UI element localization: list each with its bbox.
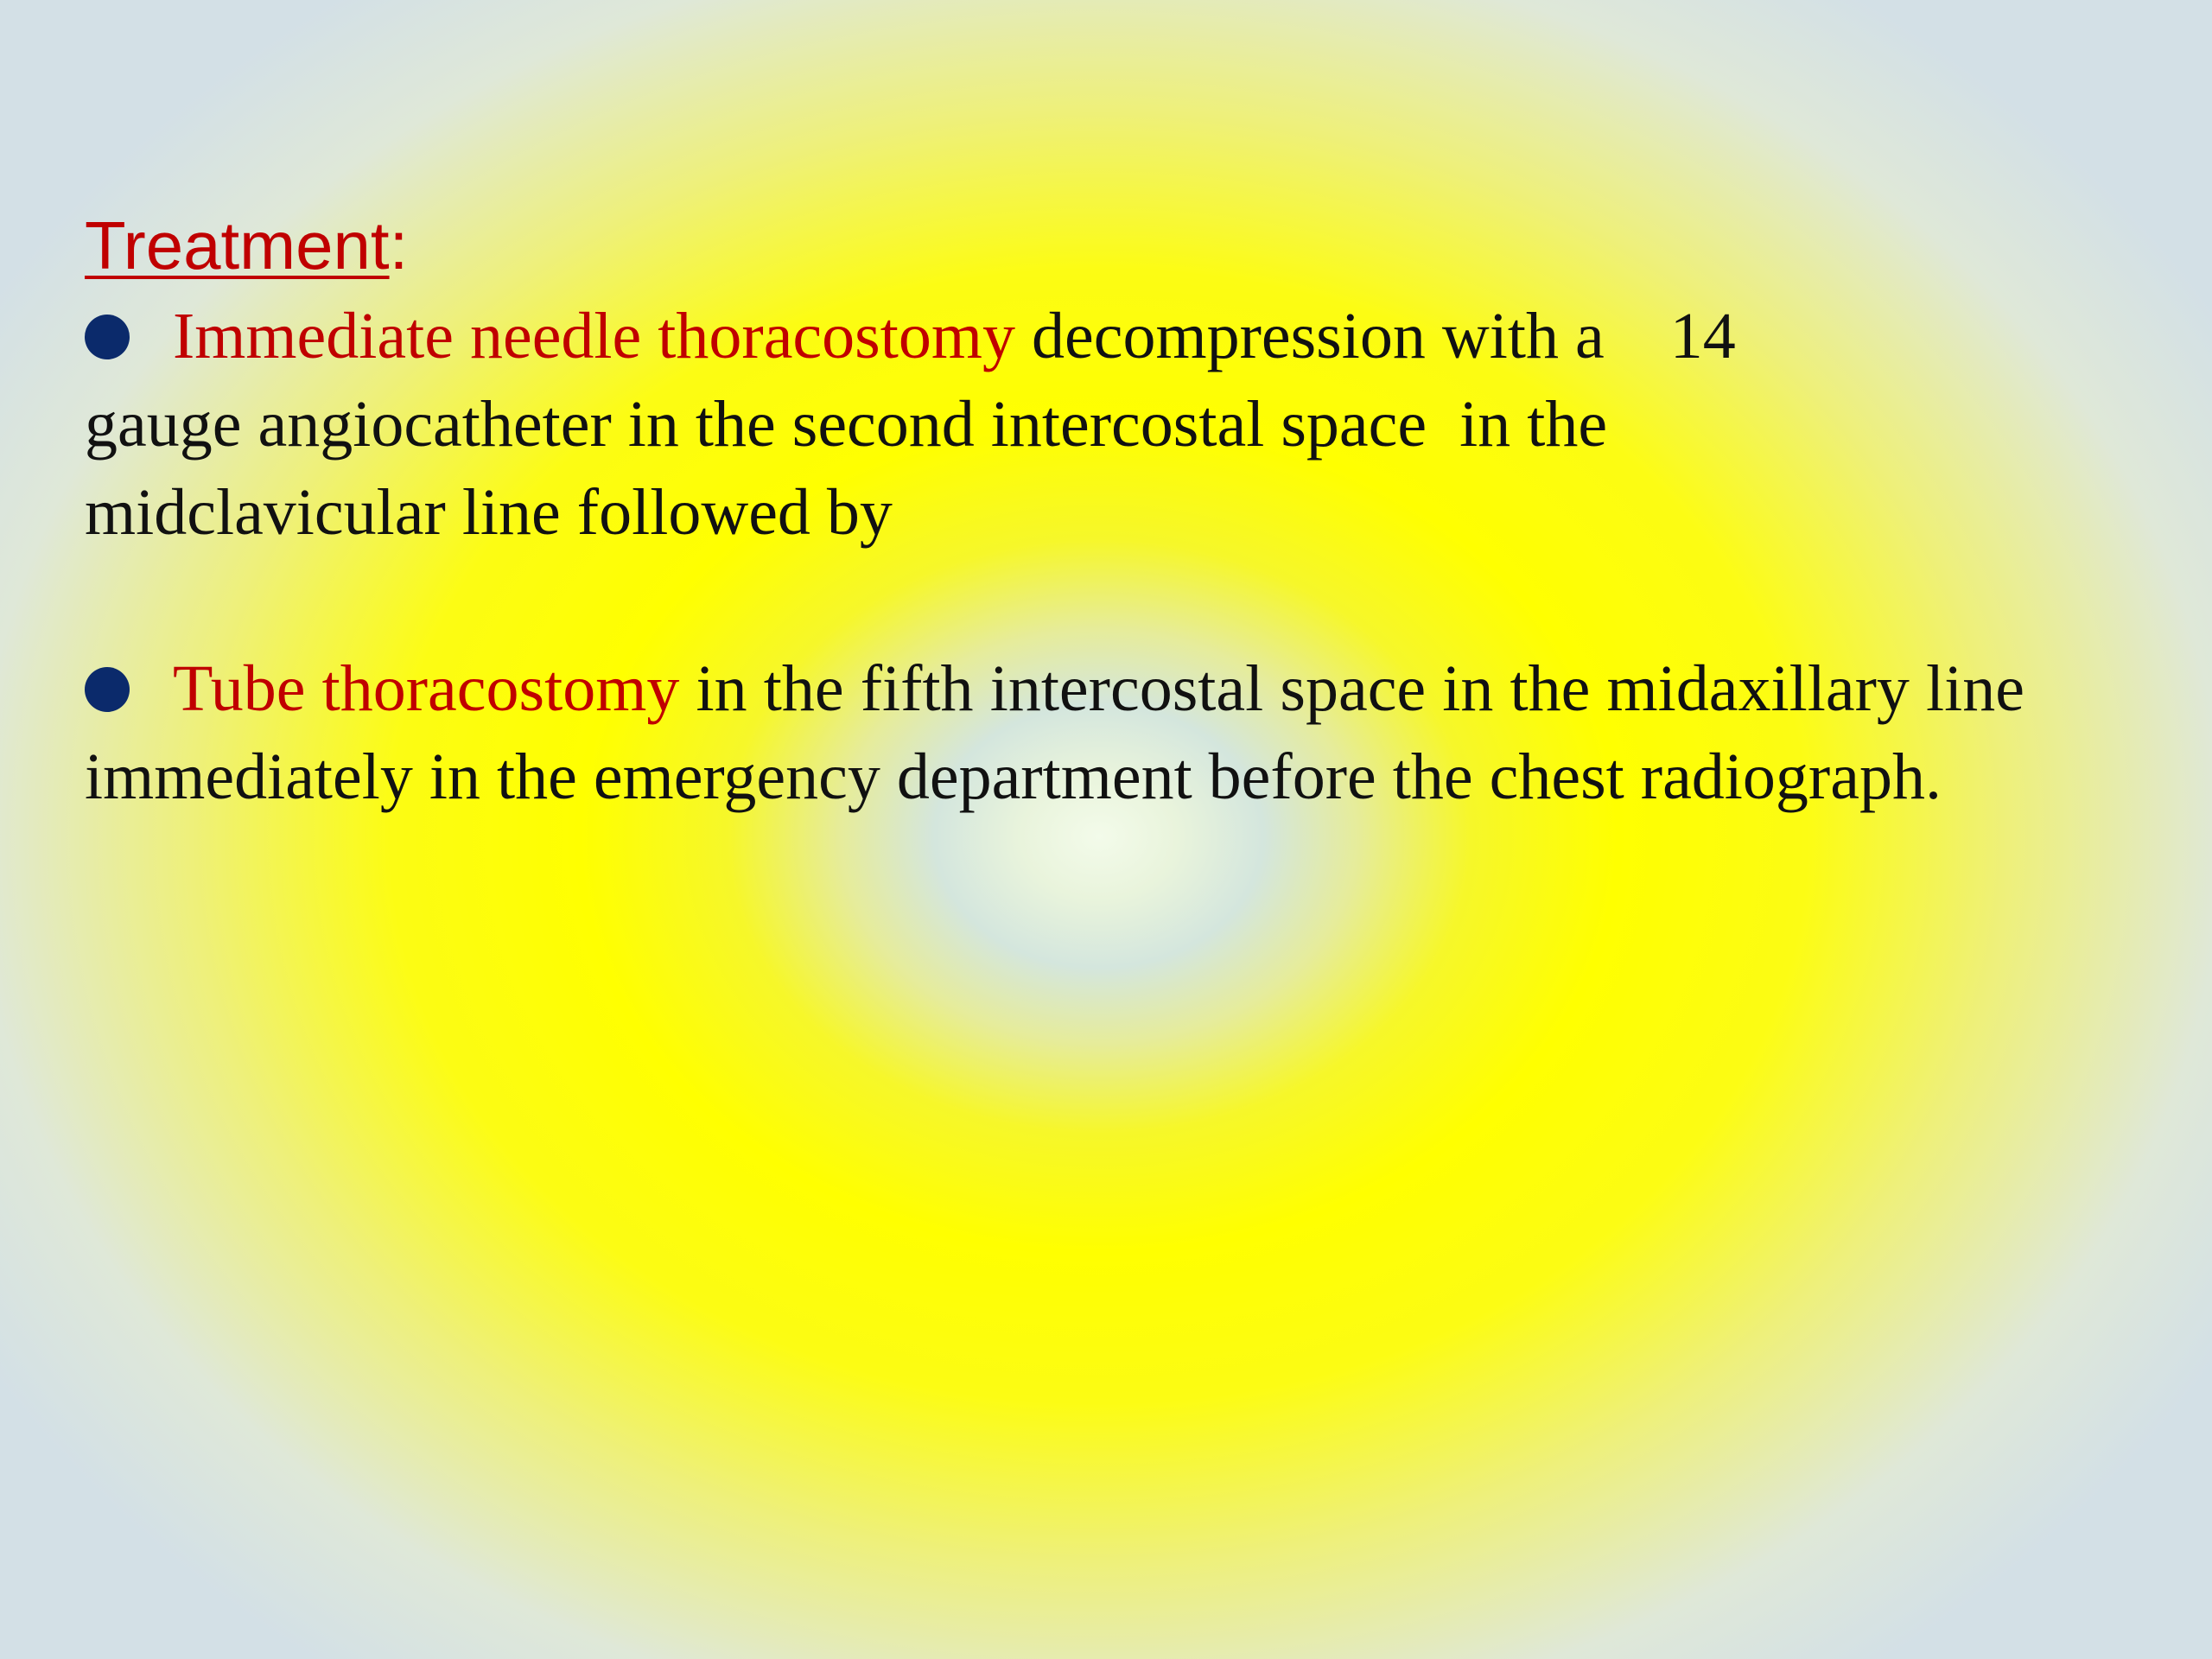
- bullet-item-2: [85, 645, 2024, 821]
- bullet-1-line2: gauge angiocatheter in the second intercostal space in the: [85, 388, 1608, 461]
- heading-label: Treatment: [85, 207, 390, 283]
- bullet-2-rest: in the fifth intercostal space in the midaxillary line immediately in the emergency department before the chest radiograph.: [85, 652, 2024, 813]
- bullet-1-highlight: Immediate needle thoracostomy: [173, 300, 1015, 372]
- bullet-dot-icon: [85, 315, 130, 359]
- slide-content: [85, 199, 2024, 821]
- bullet-dot-icon: [85, 667, 130, 712]
- slide-heading: [85, 199, 2024, 292]
- bullet-item-1: [85, 292, 2024, 380]
- bullet-1-line3: midclavicular line followed by: [85, 476, 893, 549]
- bullet-2-highlight: Tube thoracostomy: [173, 652, 680, 725]
- bullet-1-line1-rest: decompression with a 14: [1014, 300, 1736, 372]
- paragraph-gap: [85, 556, 2024, 645]
- heading-colon: :: [389, 207, 409, 283]
